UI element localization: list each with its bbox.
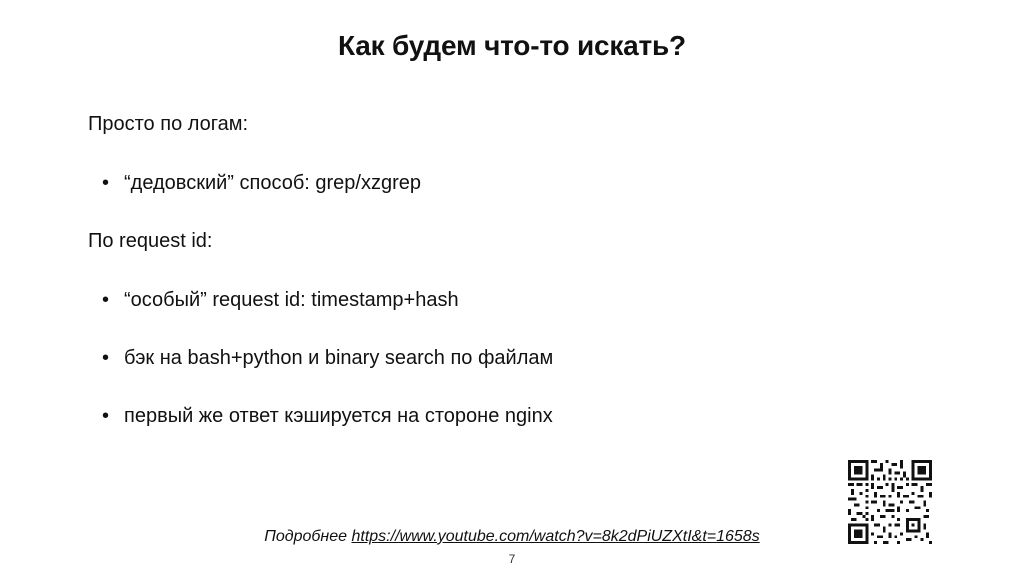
- bullet-text: “особый” request id: timestamp+hash: [124, 289, 459, 311]
- bullet-item: [102, 347, 554, 370]
- bullet-text: первый же ответ кэшируется на стороне nginx: [124, 405, 553, 427]
- section-heading-request-id: По request id:: [88, 230, 213, 252]
- section-heading-logs: Просто по логам:: [88, 113, 249, 135]
- page-number: 7: [508, 552, 516, 566]
- bullet-item: [102, 172, 422, 195]
- bullet-text: “дедовский” способ: grep/xzgrep: [124, 172, 422, 194]
- bullet-dot: •: [102, 347, 110, 369]
- footer-prefix: Подробнее: [264, 528, 352, 545]
- bullet-dot: •: [102, 405, 110, 427]
- slide-title: Как будем что-то искать?: [338, 30, 686, 61]
- bullet-item: [102, 289, 459, 312]
- bullet-dot: •: [102, 172, 110, 194]
- video-link[interactable]: https://www.youtube.com/watch?v=8k2dPiUZXtI&t=1658s: [351, 528, 760, 545]
- bullet-dot: •: [102, 289, 110, 311]
- bullet-text: бэк на bash+python и binary search по файлам: [124, 347, 554, 369]
- bullet-item: [102, 405, 553, 428]
- footer-note: [0, 528, 1024, 546]
